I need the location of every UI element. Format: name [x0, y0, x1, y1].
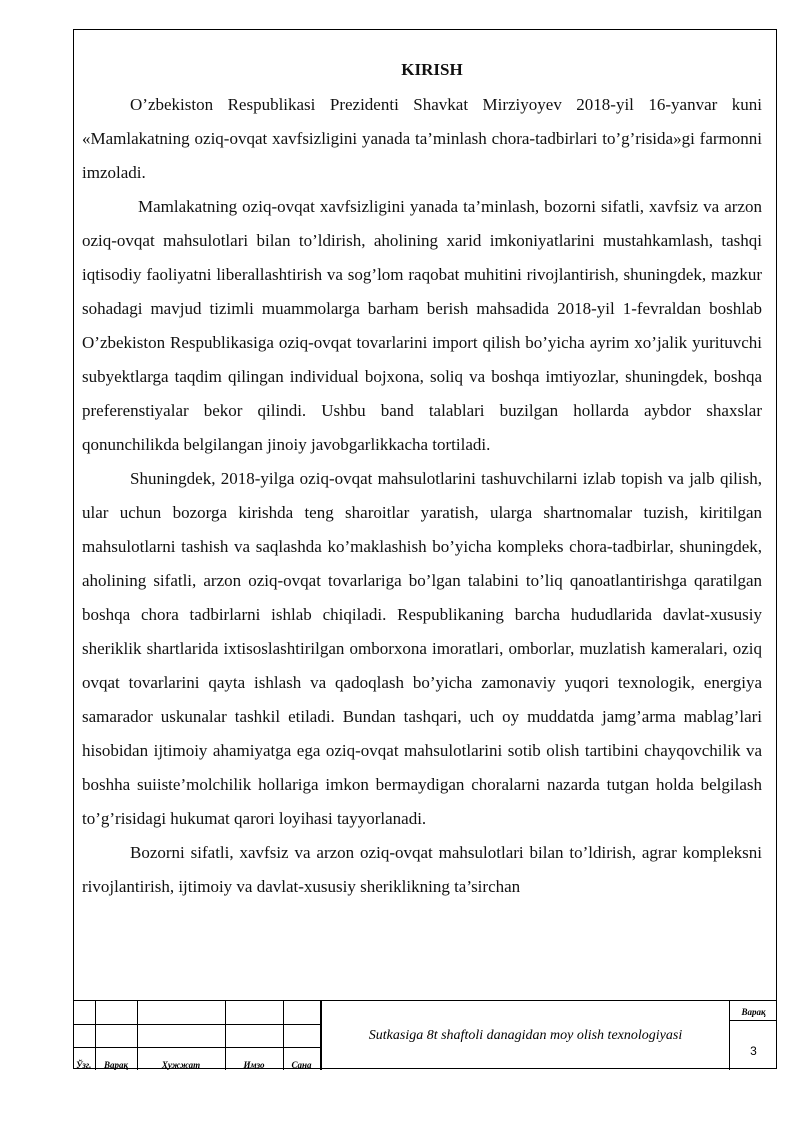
label-signature: Имзо	[225, 1047, 283, 1070]
label-sheet: Варақ	[95, 1047, 137, 1070]
stamp-title: Sutkasiga 8t shaftoli danagidan moy olish texnologiyasi	[321, 1001, 729, 1070]
revision-cell	[283, 1024, 320, 1047]
revision-cell	[73, 1024, 95, 1047]
revision-cell	[73, 1001, 95, 1024]
paragraph-4: Bozorni sifatli, xavfsiz va arzon oziq-ovqat mahsulotlari bilan to’ldirish, agrar kompleksni rivojlantirish, ijtimoiy va davlat-xususiy sheriklikning ta’sirchan	[82, 843, 762, 896]
label-date: Сана	[283, 1047, 320, 1070]
revision-cell	[283, 1001, 320, 1024]
revision-cell	[137, 1001, 225, 1024]
revision-cell	[225, 1024, 283, 1047]
paragraph-2: Mamlakatning oziq-ovqat xavfsizligini yanada ta’minlash, bozorni sifatli, xavfsiz va arzon oziq-ovqat mahsulotlari bilan to’ldirish, aholining xarid imkoniyatlarini mustahkamlash, tashqi iqtisodiy faoliyatni liberallashtirish va sog’lom raqobat muhitini rivojlantirish, shuningdek, mazkur sohadagi mavjud tizimli muammolarga barham berish mahsadida 2018-yil 1-fevraldan boshlab O’zbekiston Respublikasiga oziq-ovqat tovarlarini import qilish bo’yicha ayrim xo’jalik yurituvchi subyektlarga taqdim qilingan individual bojxona, soliq va boshqa imtiyozlar, shuningdek, boshqa preferenstiyalar bekor qilindi. Ushbu band talablari buzilgan hollarda aybdor shaxslar qonunchilikda belgilangan jinoiy javobgarlikkacha tortiladi.	[82, 197, 762, 454]
label-document: Хужжат	[137, 1047, 225, 1070]
revision-cell	[95, 1024, 137, 1047]
label-change: Ўзг.	[73, 1047, 95, 1070]
page-number: 3	[750, 1043, 757, 1058]
paragraph-1: O’zbekiston Respublikasi Prezidenti Shavkat Mirziyoyev 2018-yil 16-yanvar kuni «Mamlakatning oziq-ovqat xavfsizligini yanada ta’minlash chora-tadbirlari to’g’risida»gi farmonni imzoladi.	[82, 95, 762, 182]
revision-cell	[95, 1001, 137, 1024]
document-body	[82, 56, 762, 904]
revision-cell	[225, 1001, 283, 1024]
sheet-box	[729, 1001, 777, 1070]
revision-table	[73, 1001, 321, 1070]
paragraph-3: Shuningdek, 2018-yilga oziq-ovqat mahsulotlarini tashuvchilarni izlab topish va jalb qilish, ular uchun bozorga kirishda teng sharoitlar yaratish, ularga shartnomalar tuzish, kiritilgan mahsulotlarni tashish va saqlashda ko’maklashish bo’yicha kompleks chora-tadbirlar, shuningdek, aholining sifatli, arzon oziq-ovqat tovarlariga bo’lgan talabini to’liq qanoatlantirishga qaratilgan boshqa chora tadbirlarni ishlab chiqiladi. Respublikaning barcha hududlarida davlat-xususiy sheriklik shartlarida ixtisoslashtirilgan omborxona imoratlari, omborlar, muzlatish kameralari, oziq ovqat tovarlarini qayta ishlash va qadoqlash bo’yicha zamonaviy yuqori texnologik, energiya samarador uskunalar tashkil etiladi. Bundan tashqari, uch oy muddatda jamg’arma mablag’lari hisobidan ijtimoiy ahamiyatga ega oziq-ovqat mahsulotlarini sotib olish tartibini chayqovchilik va boshha suiiste’molchilik hollariga imkon bermaydigan choralarni nazarda tutgan holda belgilash to’g’risidagi hukumat qarori loyihasi tayyorlanadi.	[82, 469, 762, 828]
section-title: KIRISH	[401, 60, 463, 79]
revision-cell	[137, 1024, 225, 1047]
sheet-label: Варақ	[730, 1001, 777, 1021]
title-block	[73, 1000, 777, 1069]
